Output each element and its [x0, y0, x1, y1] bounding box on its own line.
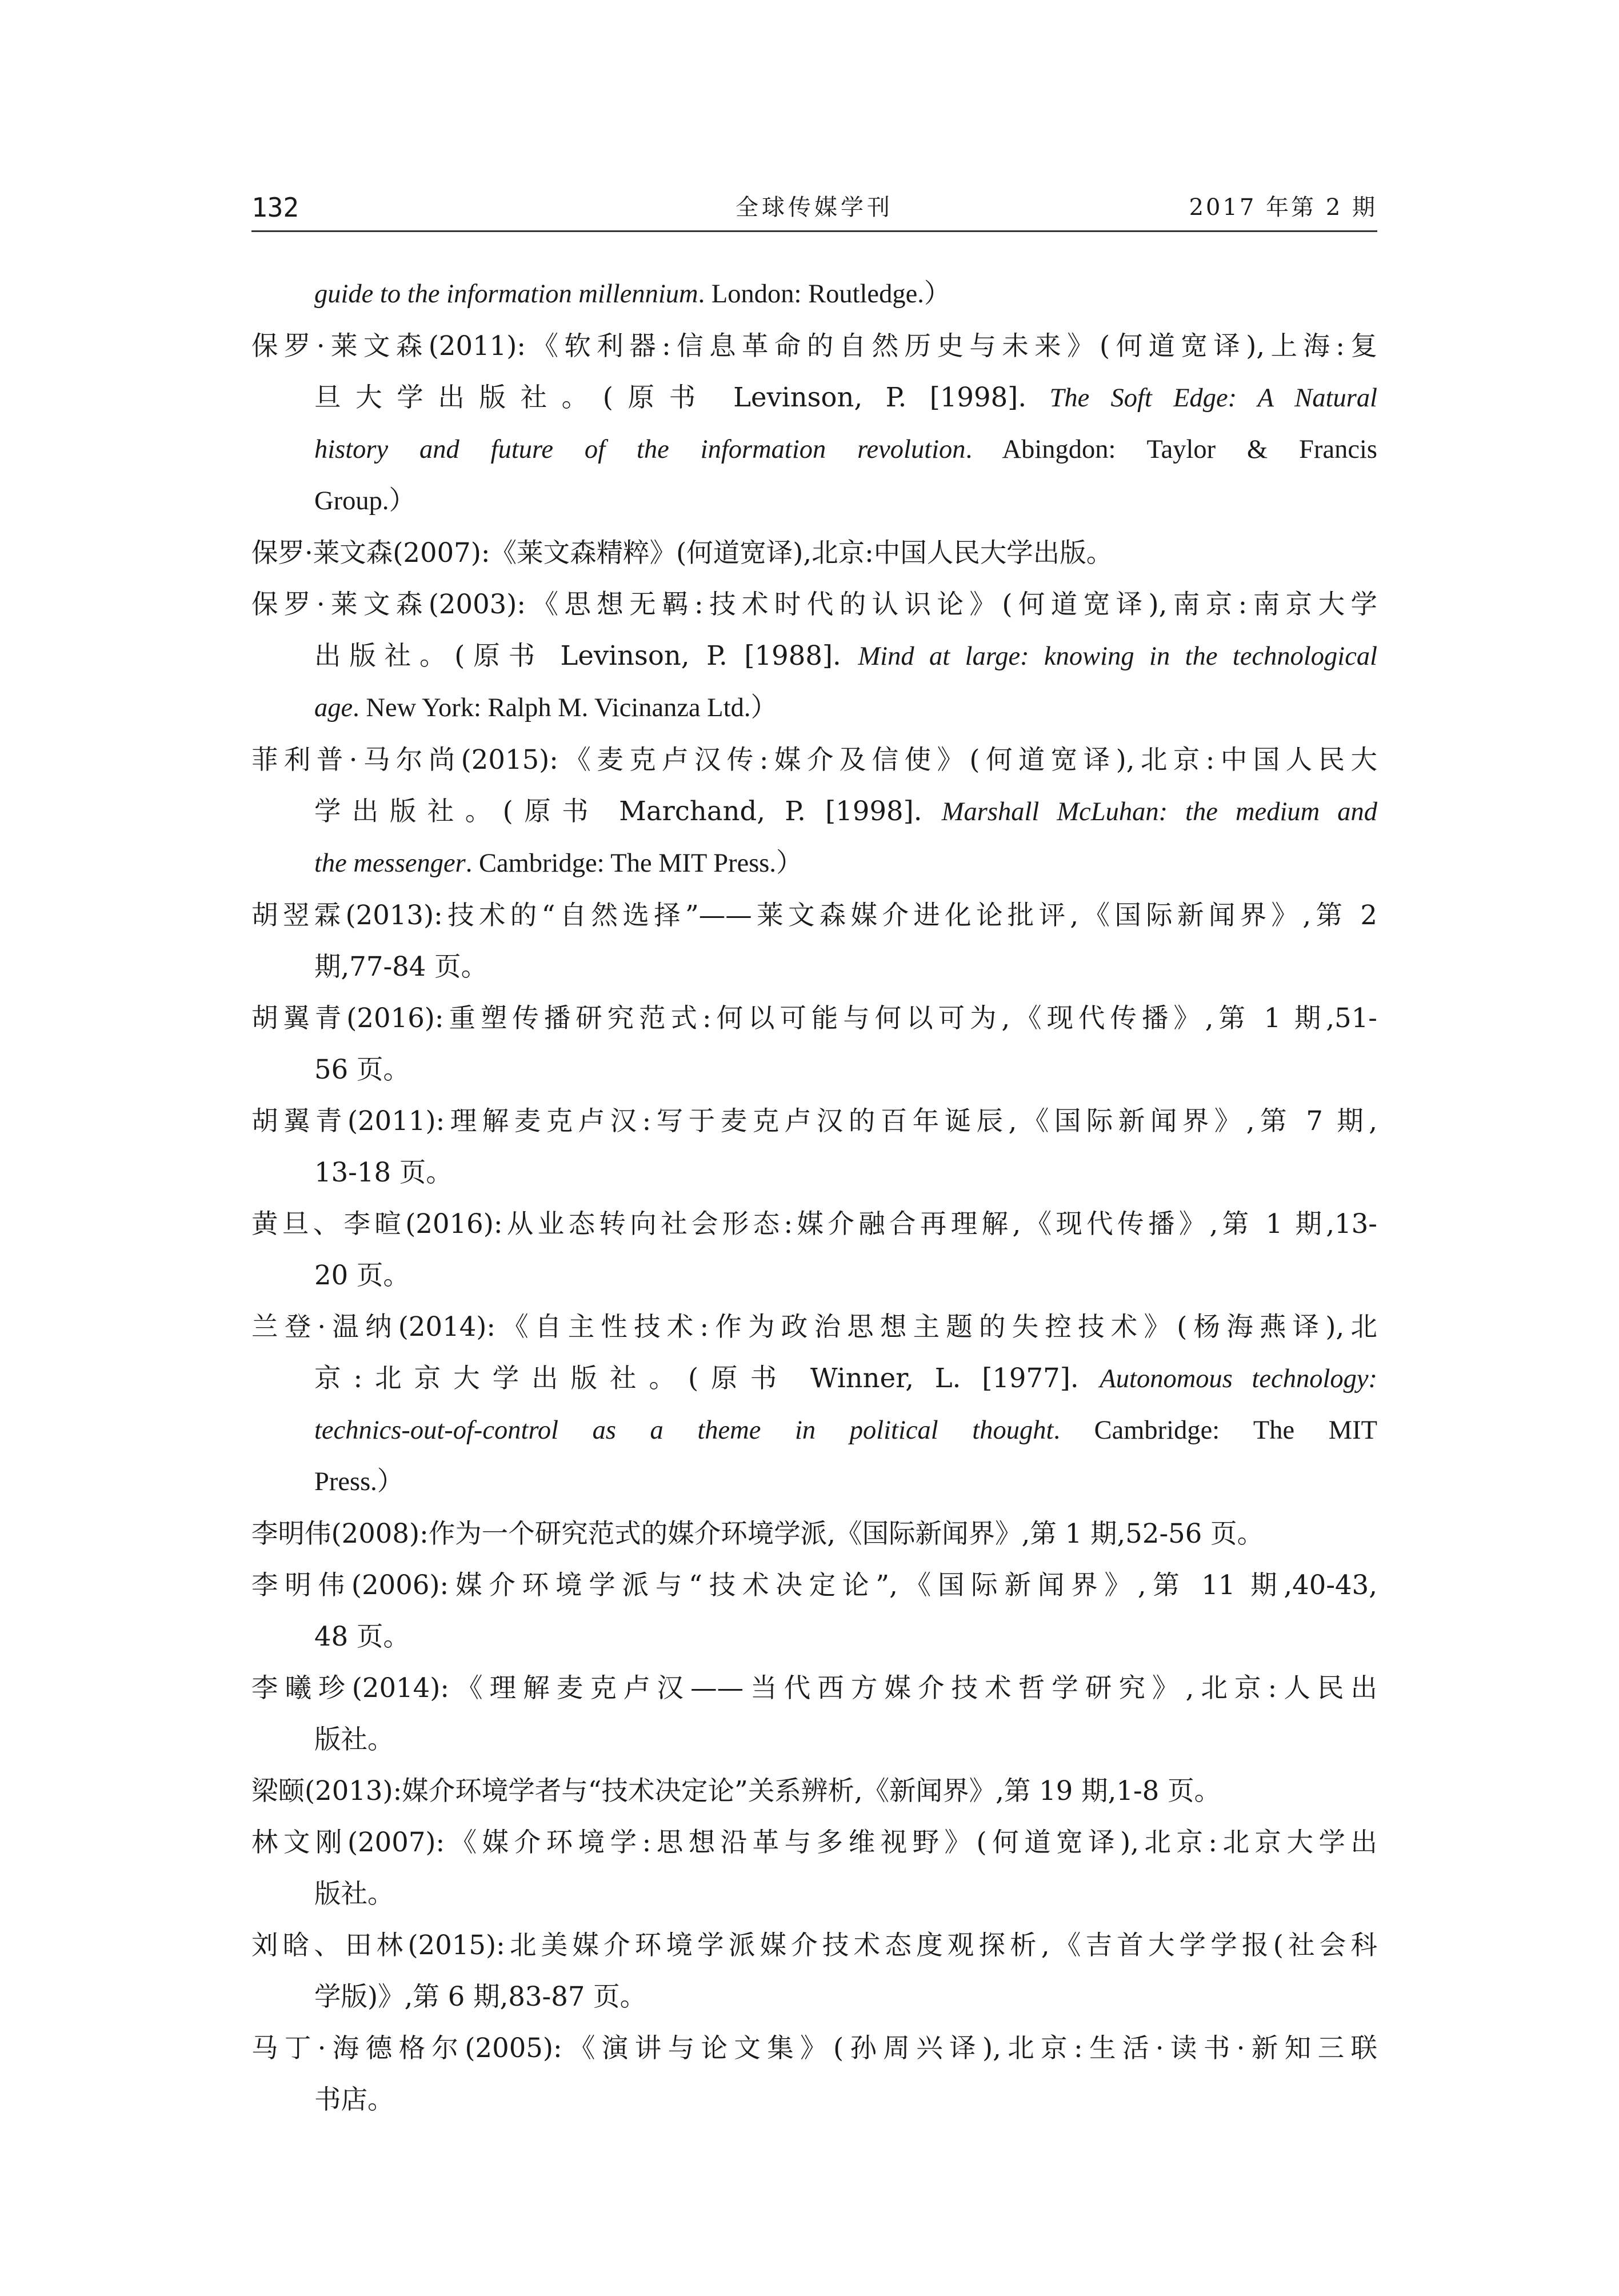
reference-entry: 胡翼青(2016):重塑传播研究范式:何以可能与何以可为,《现代传播》,第 1 期,51- 56 页。 — [251, 1003, 1377, 1085]
reference-title: history and future of the information revolution — [314, 435, 966, 464]
reference-entry: 保罗·莱文森(2007):《莱文森精粹》(何道宽译),北京:中国人民大学出版。 — [251, 537, 1113, 568]
reference-title: The Soft Edge: A Natural — [1049, 384, 1377, 413]
reference-title: guide to the information millennium — [314, 279, 698, 309]
reference-entry: 李明伟(2006):媒介环境学派与“技术决定论”,《国际新闻界》,第 11 期,40-43, 48 页。 — [251, 1570, 1377, 1652]
reference-entry: 胡翌霖(2013):技术的“自然选择”——莱文森媒介进化论批评,《国际新闻界》,第 2 期,77-84 页。 — [251, 900, 1377, 982]
reference-continuation: guide to the information millennium. London: Routledge.） — [314, 279, 951, 309]
reference-entry: 保罗·莱文森(2011):《软利器:信息革命的自然历史与未来》(何道宽译),上海:复 旦大学出版社。(原书 Levinson, P. [1998]. The Soft Edge: A Natural history and future of the information revolution. Abingdon: Taylor & Francis Group.） — [251, 330, 1377, 516]
reference-list — [251, 269, 1377, 2125]
reference-entry: 李明伟(2008):作为一个研究范式的媒介环境学派,《国际新闻界》,第 1 期,52-56 页。 — [251, 1518, 1264, 1549]
reference-title: the messenger — [314, 849, 466, 878]
reference-title: age — [314, 693, 353, 722]
page-number: 132 — [251, 192, 299, 223]
reference-entry: 林文刚(2007):《媒介环境学:思想沿革与多维视野》(何道宽译),北京:北京大学出 版社。 — [251, 1827, 1377, 1909]
reference-title: technics-out-of-control as a theme in political thought — [314, 1416, 1054, 1445]
reference-entry: 刘晗、田林(2015):北美媒介环境学派媒介技术态度观探析,《吉首大学学报(社会科 学版)》,第 6 期,83-87 页。 — [251, 1930, 1377, 2012]
reference-entry: 兰登·温纳(2014):《自主性技术:作为政治思想主题的失控技术》(杨海燕译),北 京:北京大学出版社。(原书 Winner, L. [1977]. Autonomous technology: technics-out-of-control as a theme in political thought. Cambridge: The MIT Press.） — [251, 1311, 1377, 1496]
journal-title: 全球传媒学刊 — [735, 194, 893, 221]
reference-title: Mind at large: knowing in the technological — [858, 642, 1377, 671]
reference-entry: 黄旦、李暄(2016):从业态转向社会形态:媒介融合再理解,《现代传播》,第 1 期,13- 20 页。 — [251, 1208, 1377, 1291]
reference-entry: 李曦珍(2014):《理解麦克卢汉——当代西方媒介技术哲学研究》,北京:人民出 版社。 — [251, 1672, 1377, 1755]
reference-entry: 保罗·莱文森(2003):《思想无羁:技术时代的认识论》(何道宽译),南京:南京大学 出版社。(原书 Levinson, P. [1988]. Mind at large: knowing in the technological age. New York: Ralph M. Vicinanza Ltd.） — [251, 589, 1377, 722]
reference-entry: 菲利普·马尔尚(2015):《麦克卢汉传:媒介及信使》(何道宽译),北京:中国人民大 学出版社。(原书 Marchand, P. [1998]. Marshall McLuhan: the medium and the messenger. Cambridge: The MIT Press.） — [251, 744, 1378, 878]
reference-entry: 胡翼青(2011):理解麦克卢汉:写于麦克卢汉的百年诞辰,《国际新闻界》,第 7 期, 13-18 页。 — [251, 1105, 1377, 1188]
reference-title: Autonomous technology: — [1100, 1364, 1377, 1393]
reference-entry: 马丁·海德格尔(2005):《演讲与论文集》(孙周兴译),北京:生活·读书·新知三联 书店。 — [251, 2033, 1377, 2115]
issue-label: 2017 年第 2 期 — [1189, 194, 1377, 221]
running-header — [251, 190, 1377, 232]
reference-title: Marshall McLuhan: the medium and — [941, 797, 1378, 826]
reference-entry: 梁颐(2013):媒介环境学者与“技术决定论”关系辨析,《新闻界》,第 19 期,1-8 页。 — [251, 1775, 1221, 1806]
